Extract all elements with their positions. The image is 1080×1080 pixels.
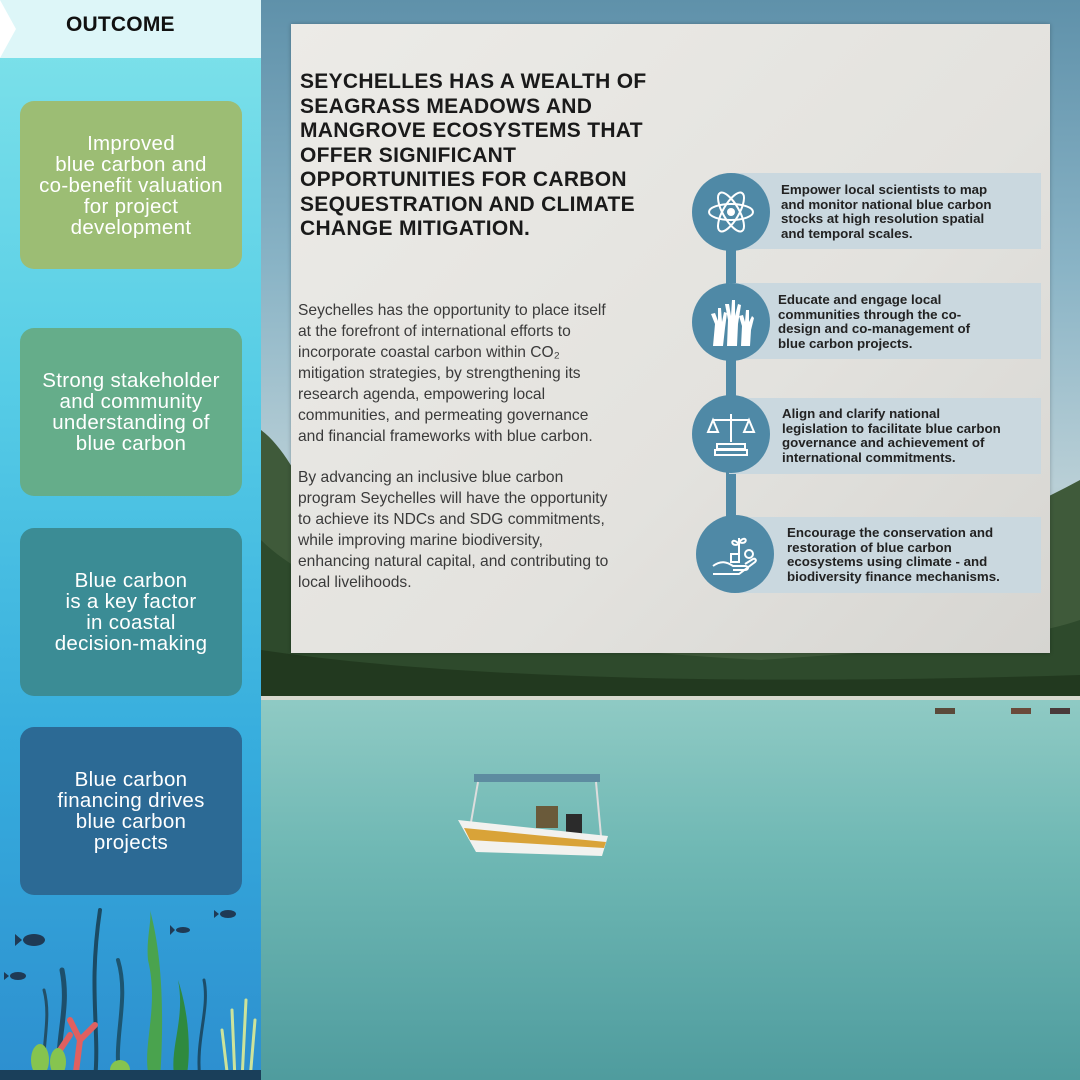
- action-text-communities: Educate and engage local communities through the co- design and co-management of blue carbon projects.: [778, 292, 971, 351]
- small-boat-icon: [933, 705, 957, 715]
- outcome-title: OUTCOME: [66, 13, 175, 36]
- outcome-card-stakeholder: Strong stakeholder and community understanding of blue carbon: [20, 328, 242, 496]
- kelp-icon: [147, 910, 162, 1080]
- outcome-card-valuation: Improved blue carbon and co-benefit valuation for project development: [20, 101, 242, 269]
- arrow-icon: [0, 0, 16, 58]
- poster-board: [291, 24, 1050, 653]
- small-boat-icon: [1048, 705, 1072, 715]
- action-circle-1: [692, 173, 770, 251]
- boat-icon: [456, 770, 616, 870]
- poster-paragraph-2: By advancing an inclusive blue carbon program Seychelles will have the opportunity to achieve its NDCs and SDG commitments, while improving marine biodiversity, enhancing natural capital, and contributing to local livelihoods.: [298, 469, 609, 591]
- hand-coins-plant-icon: [709, 528, 761, 580]
- poster-heading: SEYCHELLES HAS A WEALTH OF SEAGRASS MEADOWS AND MANGROVE ECOSYSTEMS THAT OFFER SIGNIFICANT OPPORTUNITIES FOR CARBON SEQUESTRATION AND CLIMATE CHANGE MITIGATION.: [300, 70, 647, 240]
- action-circle-2: [692, 283, 770, 361]
- action-text-finance: Encourage the conservation and restoration of blue carbon ecosystems using climate - and biodiversity finance mechanisms.: [787, 525, 1000, 584]
- sea: [261, 700, 1080, 1080]
- grass-icon: [222, 1000, 255, 1080]
- raised-hands-icon: [705, 296, 757, 348]
- outcome-card-decision-making: Blue carbon is a key factor in coastal decision-making: [20, 528, 242, 696]
- action-text-scientists: Empower local scientists to map and monitor national blue carbon stocks at high resolution spatial and temporal scales.: [781, 182, 992, 241]
- outcome-card-financing: Blue carbon financing drives blue carbon projects: [20, 727, 242, 895]
- timeline-connector: [726, 204, 736, 564]
- seabed-illustration: [0, 900, 261, 1080]
- action-text-legislation: Align and clarify national legislation to facilitate blue carbon governance and achievement of international commitments.: [782, 406, 1001, 465]
- action-circle-3: [692, 395, 770, 473]
- kelp-icon-2: [173, 980, 188, 1080]
- outcome-banner: [0, 0, 261, 58]
- outcome-panel: [0, 0, 261, 1080]
- action-circle-4: [696, 515, 774, 593]
- small-boat-icon: [1009, 705, 1033, 715]
- scales-of-justice-icon: [705, 408, 757, 460]
- poster-paragraph-1: Seychelles has the opportunity to place itself at the forefront of international efforts to incorporate coastal carbon within CO₂ mitigation strategies, by strengthening its research agenda, empowering local communities, and permeating governance and financial frameworks with blue carbon.: [298, 302, 606, 445]
- atom-icon: [705, 186, 757, 238]
